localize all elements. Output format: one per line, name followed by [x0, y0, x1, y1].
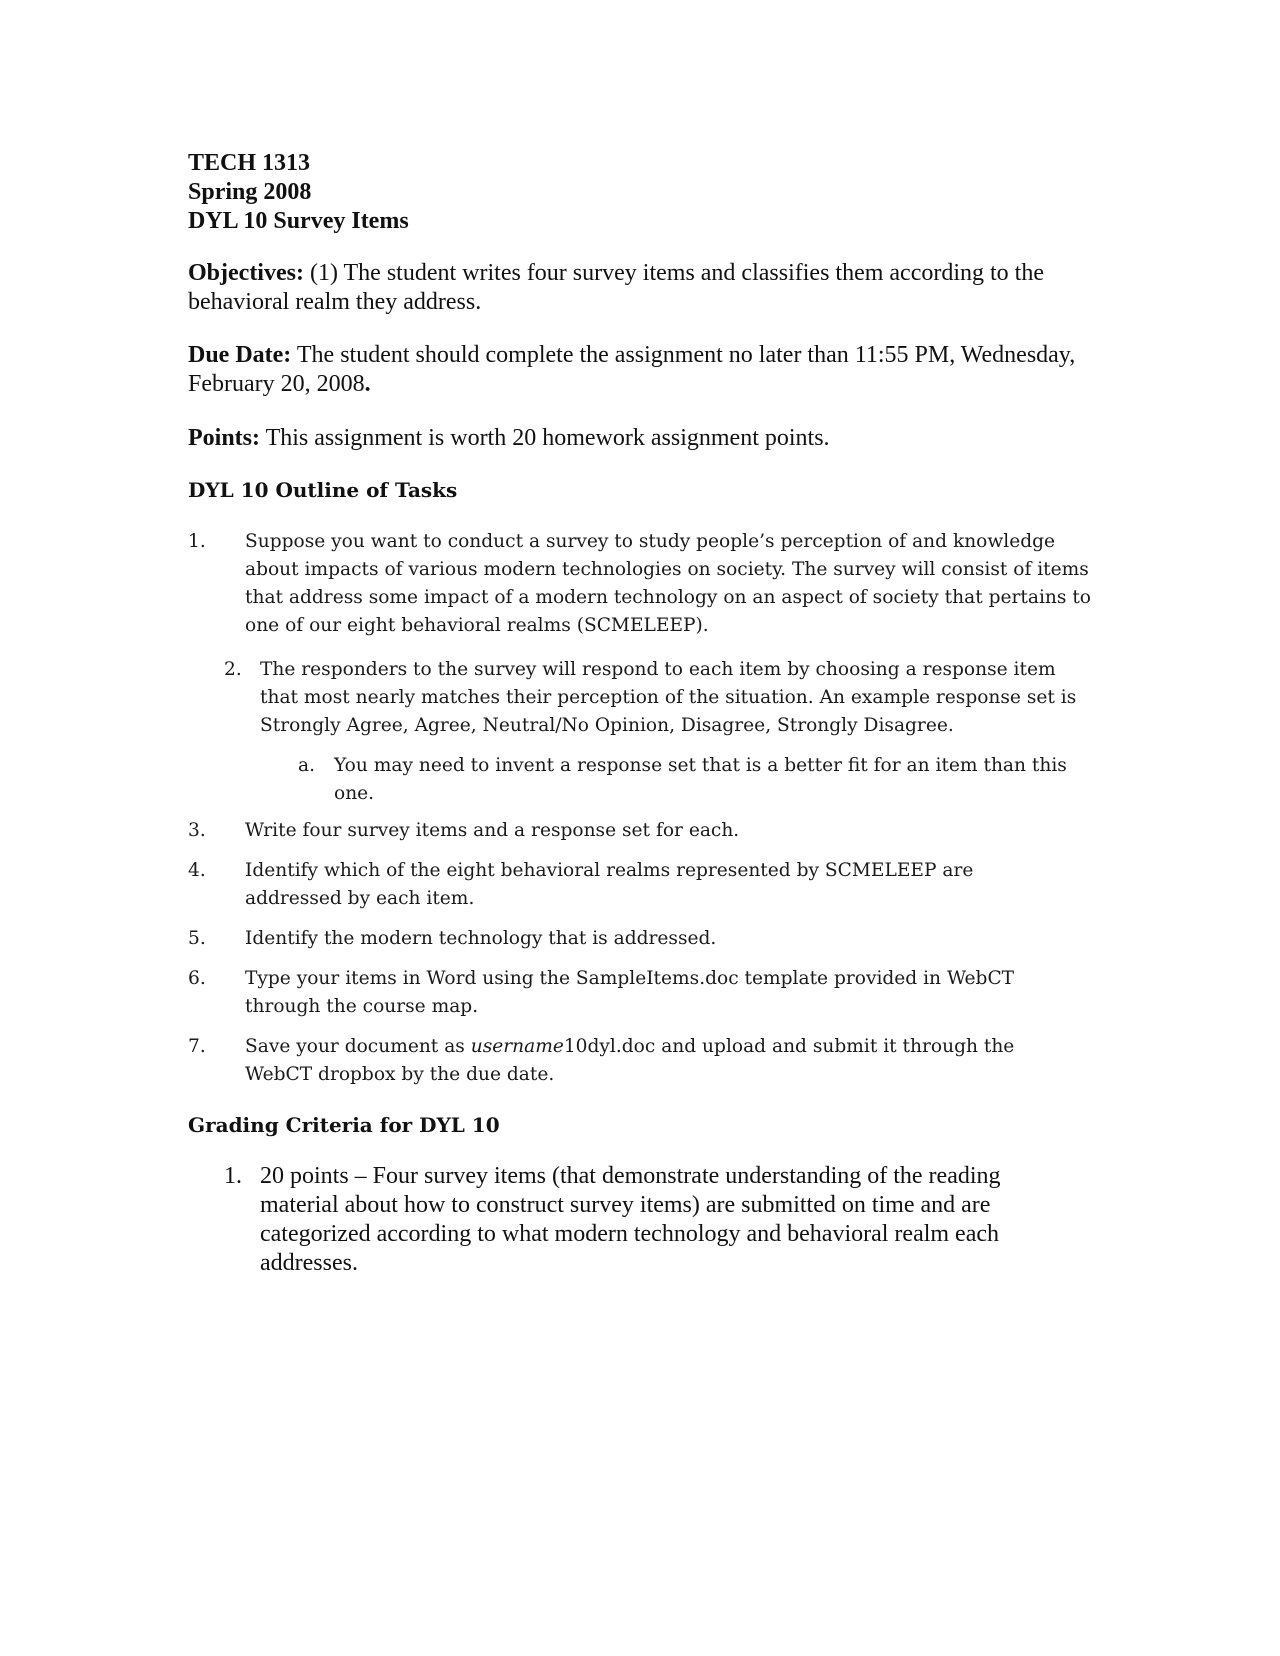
points-paragraph: [188, 424, 1108, 453]
list-item-text: Type your items in Word using the SampleItems.doc template provided in WebCT through the course map.: [245, 968, 1015, 1017]
list-item-text-start: Save your document as: [245, 1036, 471, 1057]
list-item-number: 2.: [224, 659, 242, 680]
list-item-text: The responders to the survey will respond to each item by choosing a response item that most nearly matches their perception of the situation. An example response set is Strongly Agree, Agree, Neutral/No Opinion, Disagree, Strongly Disagree.: [260, 659, 1077, 736]
list-item-number: 1.: [188, 531, 206, 552]
list-item-text: Write four survey items and a response set for each.: [245, 820, 740, 841]
grading-item-text: 20 points – Four survey items (that demonstrate understanding of the reading material about how to construct survey items) are submitted on time and are categorized according to what modern technology and behavioral realm each addresses.: [260, 1163, 1001, 1276]
list-item-number: 5.: [188, 928, 206, 949]
document-title: DYL 10 Survey Items: [188, 208, 409, 234]
outline-heading: DYL 10 Outline of Tasks: [188, 478, 458, 502]
objectives-paragraph: [188, 259, 1108, 317]
grading-heading: Grading Criteria for DYL 10: [188, 1113, 500, 1137]
due-date-paragraph: [188, 341, 1108, 399]
course-code: TECH 1313: [188, 150, 311, 176]
document-header: [188, 149, 409, 236]
points-text: This assignment is worth 20 homework assignment points.: [260, 425, 830, 451]
list-item-number: 3.: [188, 820, 206, 841]
grading-item-number: 1.: [224, 1163, 242, 1189]
objectives-label: Objectives:: [188, 260, 304, 286]
list-item-text: Suppose you want to conduct a survey to study people’s perception of and knowledge about impacts of various modern technologies on society. The survey will consist of items that address some impact of a modern technology on an aspect of society that pertains to one of our eight behavioral realms (SCMELEEP).: [245, 531, 1091, 636]
list-item-text-italic: username: [470, 1036, 564, 1057]
list-item-number: 4.: [188, 860, 206, 881]
due-date-period: .: [364, 371, 371, 397]
list-item-text-end: 10dyl.doc and upload and submit it through the WebCT dropbox by the due date.: [245, 1036, 1015, 1085]
due-date-text: The student should complete the assignment no later than 11:55 PM, Wednesday, February 20, 2008: [188, 342, 1076, 397]
term: Spring 2008: [188, 179, 312, 205]
list-item-number: 7.: [188, 1036, 206, 1057]
list-item-number: 6.: [188, 968, 206, 989]
list-item-number: a.: [298, 755, 315, 776]
objectives-text: (1) The student writes four survey items and classifies them according to the behavioral realm they address.: [188, 260, 1044, 315]
points-label: Points:: [188, 425, 260, 451]
list-item-text: Identify the modern technology that is addressed.: [245, 928, 717, 949]
list-item-text: [245, 1033, 1035, 1089]
list-item-text: Identify which of the eight behavioral realms represented by SCMELEEP are addressed by each item.: [245, 860, 974, 909]
list-item-text: You may need to invent a response set that is a better fit for an item than this one.: [334, 755, 1067, 804]
due-date-label: Due Date:: [188, 342, 292, 368]
